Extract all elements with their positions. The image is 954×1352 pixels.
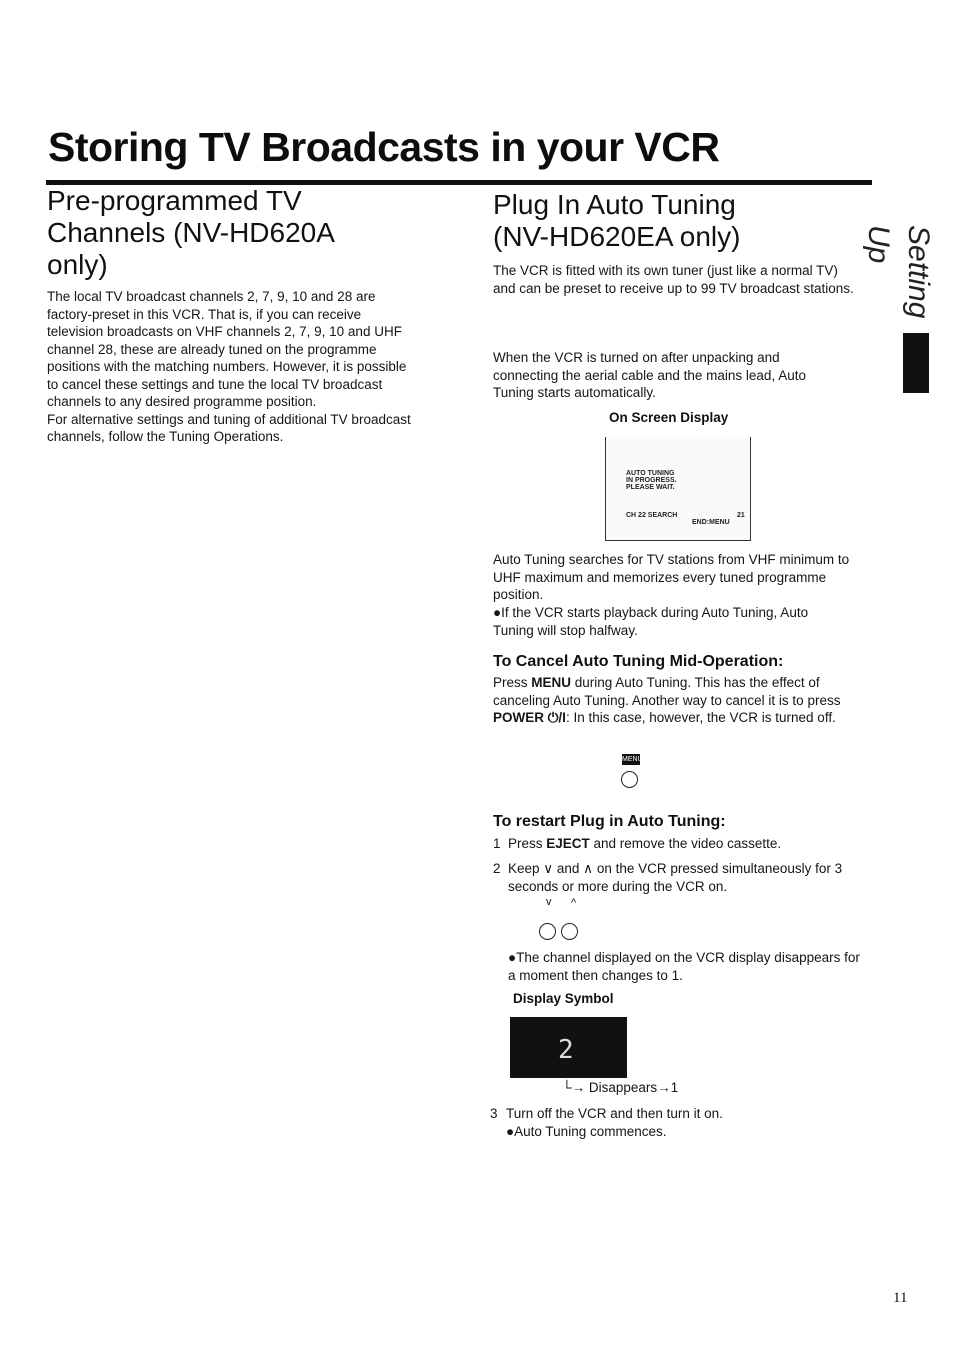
up-button-label: ^ [571,897,577,909]
auto-start-text: When the VCR is turned on after unpacking and connecting the aerial cable and the mains lead, Auto Tuning starts automatically. [493,350,806,400]
menu-button-icon [621,771,638,788]
left-section-heading: Pre-programmed TV Channels (NV-HD620A only) [47,185,334,280]
eject-keyword: EJECT [546,836,590,851]
step-2-text: Keep ∨ and ∧ on the VCR pressed simultaneously for 3 seconds or more during the VCR on. [508,861,843,894]
osd-line-4-right: 21 [737,512,745,519]
step-1-number: 1 [493,836,501,851]
step-3-text: Turn off the VCR and then turn it on. [506,1106,723,1121]
section-tab-marker [903,333,929,393]
disappears-note: └→ Disappears→1 [562,1080,679,1095]
vcr-display [510,1017,627,1078]
osd-line-3: PLEASE WAIT. [626,484,675,491]
menu-button-label: MENU [622,756,643,763]
osd-line-1: AUTO TUNING [626,470,675,477]
display-symbol-label: Display Symbol [513,991,614,1006]
osd-line-5: END:MENU [692,519,730,526]
playback-note: ●If the VCR starts playback during Auto Tuning, Auto Tuning will stop halfway. [493,605,809,638]
left-section-body [47,288,419,446]
intro-text: The VCR is fitted with its own tuner (just like a normal TV) and can be preset to receive up to 99 TV broadcast stations. [493,263,854,296]
step-1-prefix: Press [508,836,547,851]
step-1-suffix: and remove the video cassette. [589,836,782,851]
osd-line-4: CH 22 SEARCH [626,512,678,519]
right-section-heading: Plug In Auto Tuning (NV-HD620EA only) [493,189,741,252]
step-2-number: 2 [493,861,501,876]
commence-note: ●Auto Tuning commences. [506,1124,667,1139]
page-number: 11 [893,1290,908,1306]
page-title: Storing TV Broadcasts in your VCR [48,124,720,170]
menu-keyword: MENU [531,675,572,690]
up-button-icon [561,923,578,940]
down-button-label: v [546,896,552,908]
osd-label: On Screen Display [609,410,729,425]
osd-line-2: IN PROGRESS. [626,477,677,484]
cancel-text-mid: during Auto Tuning. This has the effect of canceling Auto Tuning. Another way to cancel it is to press [493,675,841,708]
restart-heading: To restart Plug in Auto Tuning: [493,813,726,830]
search-text: Auto Tuning searches for TV stations from VHF minimum to UHF maximum and memorizes every tuned programme position. [493,552,850,602]
step-1-text [508,835,848,853]
cancel-text [493,674,853,727]
down-button-icon [539,923,556,940]
power-keyword: POWER ⏻/I [493,710,566,725]
step-3-number: 3 [490,1106,498,1121]
section-tab-label: Setting Up [862,225,935,319]
left-paragraph-1: The local TV broadcast channels 2, 7, 9, 10 and 28 are factory-preset in this VCR. That is, if you can receive television broadcasts on VHF channels 2, 7, 9, 10 and UHF channel 28, these are already tuned on the programme positions with the matching numbers. However, it is possible to cancel these settings and tune the local TV broadcast channels to any desired programme position. [47,289,407,409]
cancel-text-prefix: Press [493,675,532,690]
display-digit: 2 [558,1035,574,1065]
cancel-heading: To Cancel Auto Tuning Mid-Operation: [493,653,784,670]
left-paragraph-2: For alternative settings and tuning of additional TV broadcast channels, follow the Tuning Operations. [47,411,411,444]
channel-note: ●The channel displayed on the VCR display disappears for a moment then changes to 1. [508,950,860,983]
on-screen-display [605,437,751,541]
cancel-text-suffix: : In this case, however, the VCR is turned off. [565,710,836,725]
